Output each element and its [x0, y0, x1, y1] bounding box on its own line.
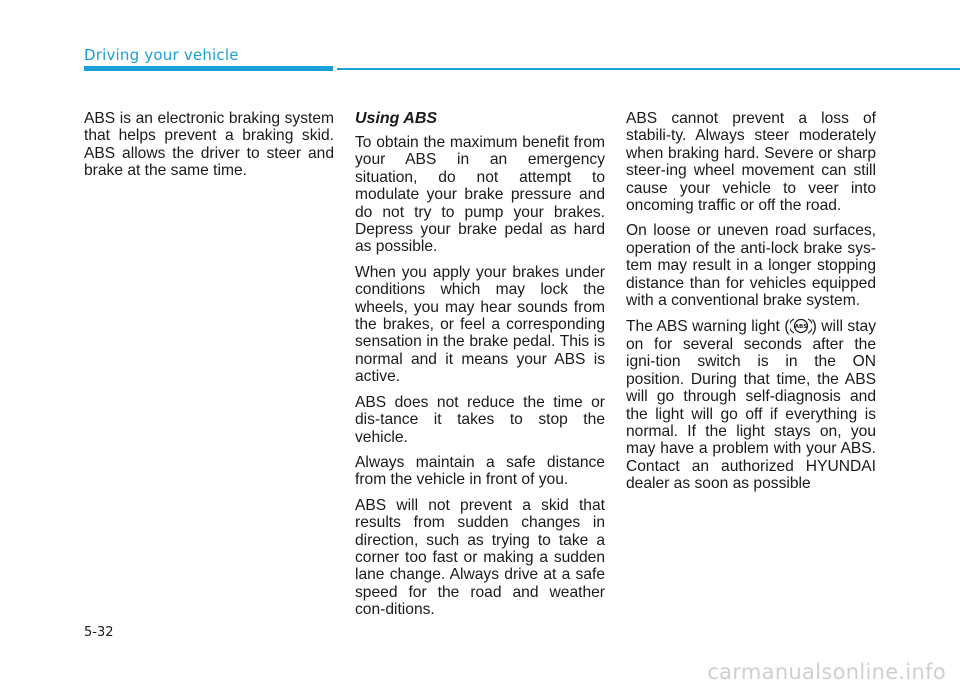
watermark: carmanualsonline.info	[707, 660, 946, 684]
abs-warning-paragraph	[626, 317, 876, 492]
header-rule-thick	[84, 66, 333, 71]
column-2	[355, 110, 605, 627]
paragraph: Always maintain a safe distance from the vehicle in front of you.	[355, 453, 605, 489]
column-1	[84, 110, 334, 188]
page-number: 5-32	[84, 625, 114, 640]
paragraph: On loose or uneven road surfaces, operation of the anti-lock brake sys-tem may result in a longer stopping distance than for vehicles equipped with a conventional brake system.	[626, 222, 876, 310]
using-abs-heading: Using ABS	[355, 110, 438, 127]
paragraph: ABS does not reduce the time or dis-tance it takes to stop the vehicle.	[355, 393, 605, 446]
paragraph: To obtain the maximum benefit from your ABS in an emergency situation, do not attempt to modulate your brake pressure and do not try to pump your brakes. Depress your brake pedal as hard as possible.	[355, 134, 605, 256]
column-3	[626, 110, 876, 501]
section-title: Driving your vehicle	[84, 46, 239, 64]
paragraph: When you apply your brakes under conditions which may lock the wheels, you may hear sounds from the brakes, or feel a corresponding sensation in the brake pedal. This is normal and it means your ABS is active.	[355, 263, 605, 386]
abs-icon-label: ABS	[794, 324, 807, 331]
abs-intro-paragraph: ABS is an electronic braking system that helps prevent a braking skid. ABS allows the driver to steer and brake at the same time.	[84, 110, 334, 180]
text-run: ) will stay on for several seconds after the igni-tion switch is in the ON position. During that time, the ABS will go through self-diagnosis and the light will go off if everything is normal. If the light stays on, you may have a problem with your ABS. Contact an authorized HYUNDAI dealer as soon as possible	[626, 318, 876, 493]
paragraph: ABS will not prevent a skid that results from sudden changes in direction, such as trying to take a corner too fast or making a sudden lane change. Always drive at a safe speed for the road and weather con-ditions.	[355, 496, 605, 619]
abs-warning-light-icon	[790, 317, 812, 335]
paragraph: ABS cannot prevent a loss of stabili-ty. Always steer moderately when braking hard. Severe or sharp steer-ing wheel movement can still cause your vehicle to veer into oncoming traffic or off the road.	[626, 110, 876, 215]
text-run: The ABS warning light (	[626, 318, 790, 336]
header-rule-thin	[337, 68, 960, 70]
